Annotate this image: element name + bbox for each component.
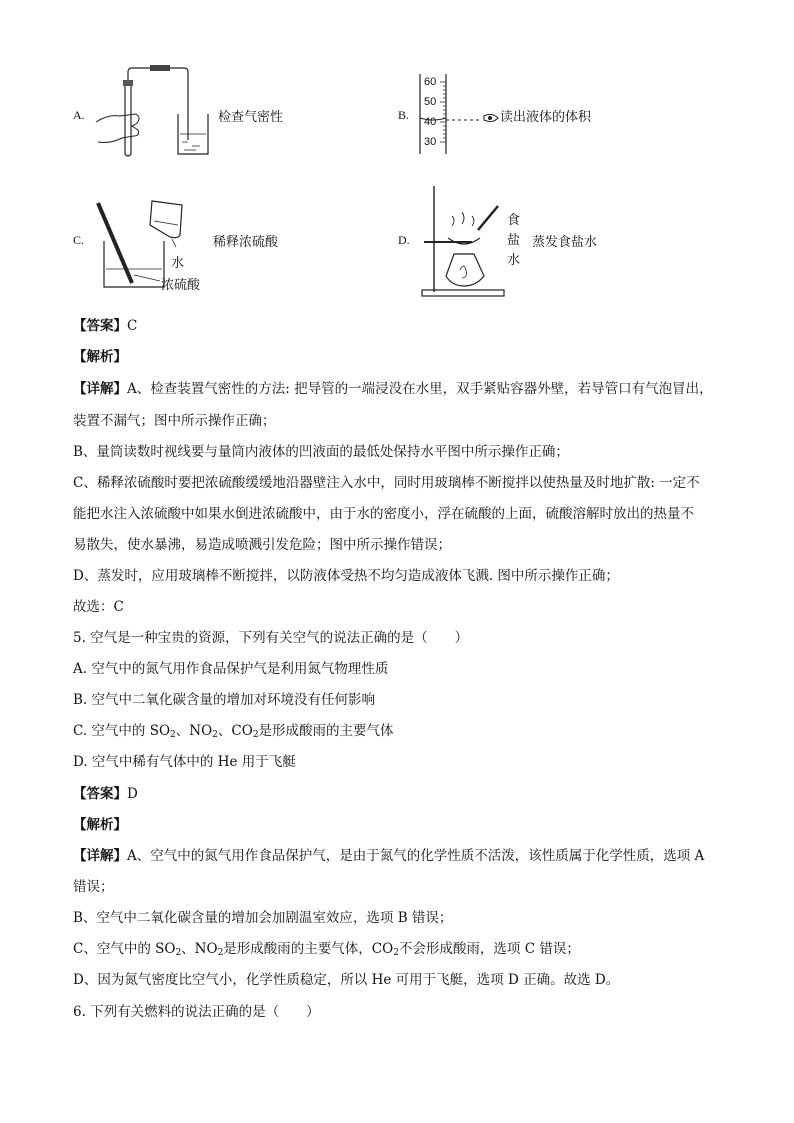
q5-option-a: A. 空气中的氮气用作食品保护气是利用氮气物理性质 [73,661,389,677]
figure-b-label: B. [398,108,410,122]
text: 、NO [181,941,218,957]
subscript: 2 [252,730,259,740]
q4-detail-line: 装置不漏气；图中所示操作正确； [73,413,276,429]
q6-question: 6. 下列有关燃料的说法正确的是（ ） [73,1004,320,1020]
detail-tag: 【详解】 [73,848,127,864]
subscript: 2 [217,948,224,958]
figure-c-water-label: 水 [171,256,185,271]
q5-answer [73,785,138,803]
q4-detail-line [73,380,713,398]
detail-text: A、检查装置气密性的方法: 把导管的一端浸没在水里，双手紧贴容器外壁，若导管口有气泡冒出， [127,381,713,397]
q4-detail-line: 能把水注入浓硫酸中如果水倒进浓硫酸中，由于水的密度小，浮在硫酸的上面，硫酸溶解时放出的热量不 [73,506,694,522]
side-char: 水 [507,253,521,268]
side-char: 盐 [507,233,521,248]
figure-d-caption: 蒸发食盐水 [532,235,598,250]
figure-a-label: A. [73,108,85,122]
tick-label: 30 [424,136,437,148]
q4-detail-line: C、稀释浓硫酸时要把浓硫酸缓缓地沿器壁注入水中，同时用玻璃棒不断搅拌以使热量及时地扩散: 一定不 [73,475,700,491]
tick-label: 40 [424,116,437,128]
figure-c-label: C. [73,233,85,247]
figure-d-side-text [507,211,520,271]
q5-option-b: B. 空气中二氧化碳含量的增加对环境没有任何影响 [73,692,376,708]
answer-tag: 【答案】 [73,786,127,802]
q4-conclusion: 故选：C [73,599,124,615]
figure-a-airtightness-apparatus [92,62,222,162]
q5-question: 5. 空气是一种宝贵的资源，下列有关空气的说法正确的是（ ） [73,630,469,646]
q4-detail-line: D、蒸发时，应用玻璃棒不断搅拌，以防液体受热不均匀造成液体飞溅. 图中所示操作正确； [73,568,619,584]
q4-detail-line: B、量筒读数时视线要与量筒内液体的凹液面的最低处保持水平图中所示操作正确； [73,444,569,460]
text: C. 空气中的 SO [73,723,171,739]
text: C、空气中的 SO [73,941,176,957]
text: 、NO [175,723,213,739]
subscript: 2 [212,730,218,740]
tick-label: 50 [424,96,437,108]
q5-detail-line [73,940,580,962]
q5-option-c [73,722,394,744]
figure-d-label: D. [398,233,410,247]
q4-answer [73,317,137,335]
answer-value: D [127,786,138,802]
detail-text: A、空气中的氮气用作食品保护气，是由于氮气的化学性质不活泼，该性质属于化学性质，选项 A [127,848,705,864]
figure-d-evaporation-apparatus [418,180,510,298]
q4-detail-line: 易散失，使水暴沸，易造成喷溅引发危险；图中所示操作错误； [73,537,451,553]
q5-analysis-tag: 【解析】 [73,817,127,833]
text: 是形成酸雨的主要气体，CO [223,941,394,957]
subscript: 2 [393,948,399,958]
tick-label: 60 [424,76,437,88]
figure-b-caption: 读出液体的体积 [500,110,592,125]
q5-detail-line: B、空气中二氧化碳含量的增加会加剧温室效应，选项 B 错误； [73,910,453,926]
figure-a-caption: 检查气密性 [218,110,284,125]
q5-option-d: D. 空气中稀有气体中的 He 用于飞艇 [73,754,296,770]
detail-tag: 【详解】 [73,381,127,397]
figure-c-acid-label: 浓硫酸 [161,278,201,293]
q5-detail-line [73,847,704,865]
q5-detail-line: D、因为氮气密度比空气小，化学性质稳定，所以 He 可用于飞艇，选项 D 正确。故选 D。 [73,972,620,988]
figure-c-caption: 稀释浓硫酸 [213,235,279,250]
text: 是形成酸雨的主要气体 [258,723,394,739]
text: 、CO [217,723,253,739]
side-char: 食 [507,213,521,228]
q5-detail-line: 错误； [73,879,114,895]
answer-value: C [127,318,138,334]
subscript: 2 [175,948,182,958]
subscript: 2 [170,730,176,740]
answer-tag: 【答案】 [73,318,127,334]
text: 不会形成酸雨，选项 C 错误； [398,941,580,957]
q4-analysis-tag: 【解析】 [73,349,127,365]
